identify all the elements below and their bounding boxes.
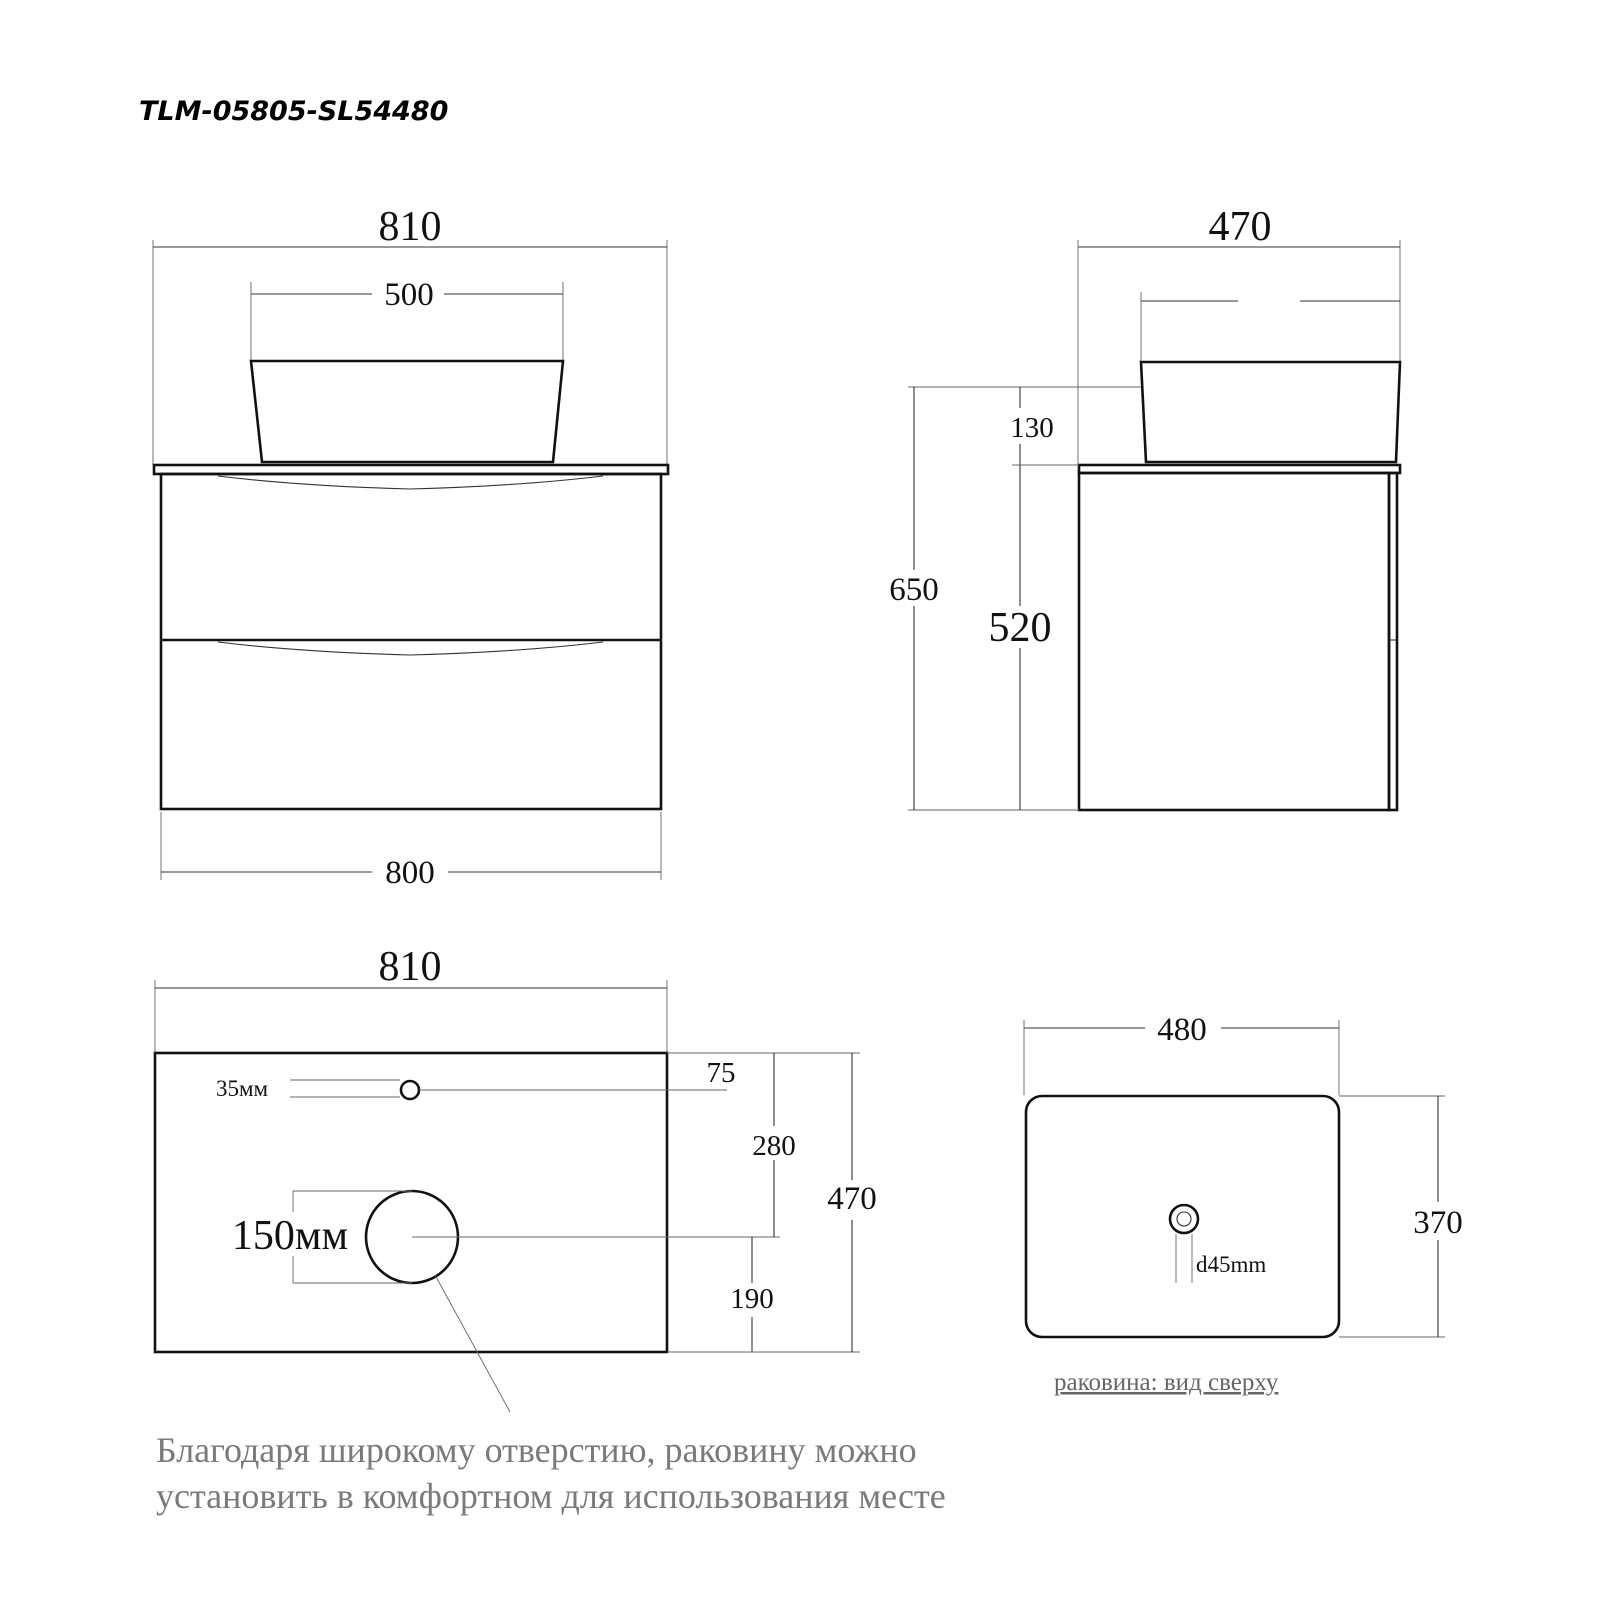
dim-body-width: 800 [385, 855, 435, 891]
side-view [880, 204, 1400, 810]
basin-outline [1026, 1096, 1339, 1337]
handle-curve-top [218, 476, 603, 489]
dim-top-view-depth: 470 [827, 1181, 877, 1217]
note-line-2: установить в комфортном для использования месте [156, 1476, 946, 1516]
dim-basin-drain: d45mm [1196, 1252, 1267, 1277]
model-title: TLM-05805-SL54480 [139, 96, 449, 127]
dim-hole-offset-bottom: 190 [730, 1283, 774, 1315]
handle-curve-bottom [218, 642, 603, 655]
note-line-1: Благодаря широкому отверстию, раковину можно [156, 1430, 917, 1470]
dim-tap-hole: 35мм [216, 1076, 269, 1101]
dim-basin-height: 130 [1010, 412, 1054, 444]
basin-caption: раковина: вид сверху [1054, 1369, 1279, 1396]
countertop-top-view [155, 944, 884, 1412]
drawer-front-edge [1389, 473, 1397, 810]
countertop-front [154, 465, 668, 474]
basin-drain-inner [1177, 1212, 1191, 1226]
dim-hole-offset-top: 280 [752, 1130, 796, 1162]
dim-side-depth: 470 [1208, 204, 1272, 250]
cabinet-side [1079, 473, 1389, 810]
basin-side [1141, 362, 1400, 462]
dim-basin-top-width: 480 [1157, 1012, 1207, 1048]
dim-top-view-width: 810 [378, 944, 442, 990]
tap-hole [401, 1081, 419, 1099]
basin-top-view [1024, 1010, 1472, 1396]
dim-basin-width: 500 [384, 277, 434, 313]
dim-basin-top-depth: 370 [1413, 1205, 1463, 1241]
cabinet-front [161, 474, 661, 809]
dim-tap-hole-offset: 75 [706, 1057, 736, 1089]
dim-cabinet-height: 520 [988, 605, 1052, 651]
dim-total-height: 650 [889, 572, 939, 608]
dim-drain-hole: 150мм [231, 1213, 349, 1259]
note-leader [435, 1275, 510, 1412]
basin-drain-icon [1170, 1205, 1198, 1233]
dim-top-width: 810 [378, 204, 442, 250]
basin-front [251, 361, 563, 462]
front-view [153, 204, 668, 891]
